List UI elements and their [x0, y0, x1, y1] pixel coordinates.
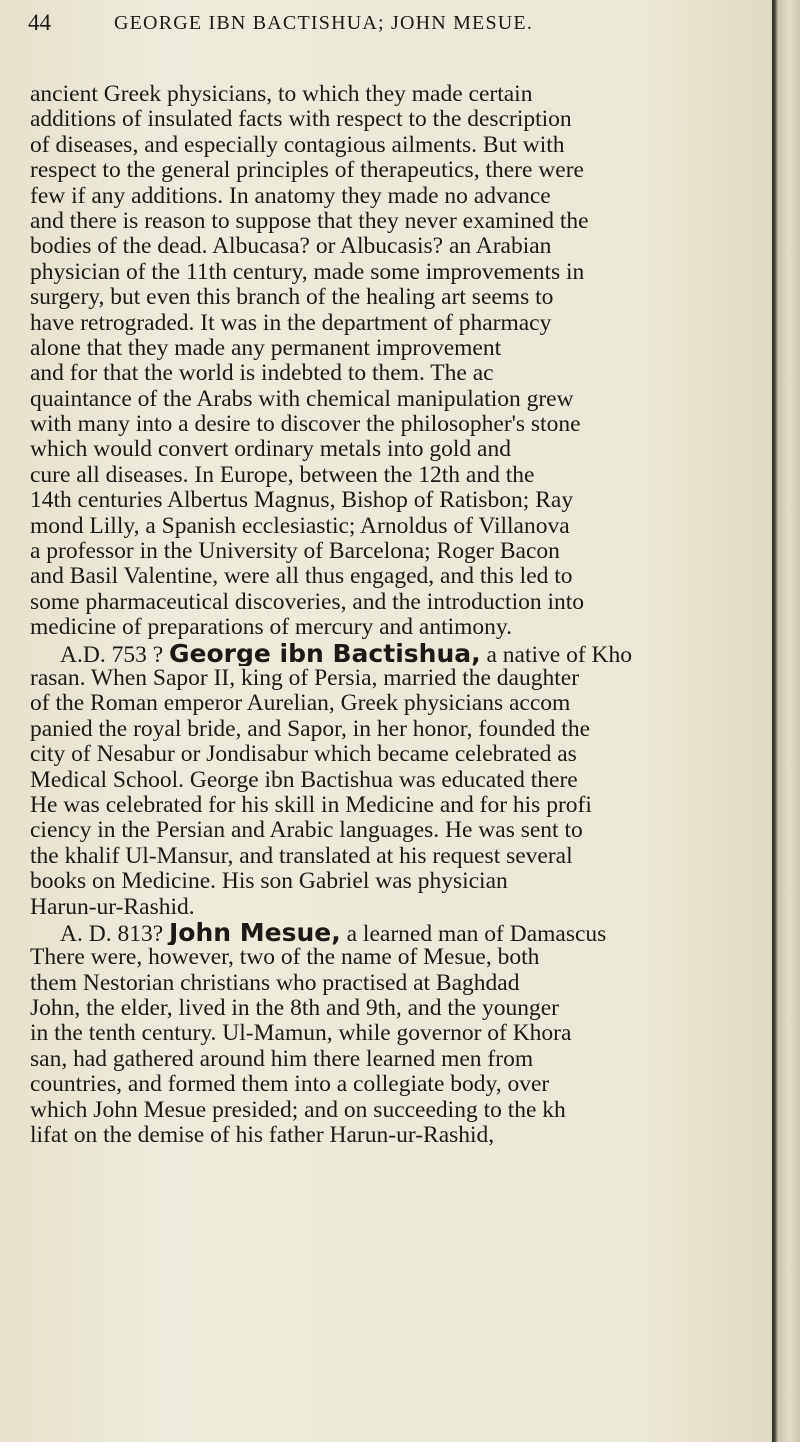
text-line: which John Mesue presided; and on succeeding to the kh: [30, 1097, 566, 1123]
entry-date: A. D. 813?: [60, 920, 164, 946]
text-line: few if any additions. In anatomy they made no advance: [30, 183, 551, 209]
text-line: and for that the world is indebted to them. The ac: [30, 361, 494, 387]
text-line: and there is reason to suppose that they never examined the: [30, 208, 589, 234]
page-header: [28, 8, 768, 40]
text-line: the khalif Ul-Mansur, and translated at his request several: [30, 843, 573, 869]
text-line: alone that they made any permanent improvement: [30, 335, 502, 361]
text-line: san, had gathered around him there learned men from: [30, 1046, 534, 1072]
text-line: of the Roman emperor Aurelian, Greek physicians accom: [30, 691, 571, 717]
text-line: Harun-ur-Rashid.: [30, 894, 195, 920]
running-title: GEORGE IBN BACTISHUA; JOHN MESUE.: [114, 12, 534, 34]
text-line: ancient Greek physicians, to which they made certain: [30, 82, 533, 107]
entry-intro: a native of Kho: [486, 641, 633, 666]
text-line: ciency in the Persian and Arabic languages. He was sent to: [30, 818, 583, 844]
entry-name: George ibn Bactishua,: [169, 640, 481, 666]
text-line: some pharmaceutical discoveries, and the introduction into: [30, 589, 585, 615]
text-line: John, the elder, lived in the 8th and 9th, and the younger: [30, 996, 559, 1022]
text-line: surgery, but even this branch of the healing art seems to: [30, 285, 554, 311]
text-line: mond Lilly, a Spanish ecclesiastic; Arnoldus of Villanova: [30, 513, 570, 539]
text-line: which would convert ordinary metals into gold and: [30, 437, 511, 463]
text-line: additions of insulated facts with respect to the description: [30, 107, 572, 133]
text-line: panied the royal bride, and Sapor, in her honor, founded the: [30, 716, 590, 742]
text-line: them Nestorian christians who practised at Baghdad: [30, 970, 520, 996]
body-text: [30, 82, 778, 1148]
entry-intro: a learned man of Damascus: [346, 920, 607, 946]
entry-date: A.D. 753 ?: [60, 641, 164, 666]
page-number: 44: [28, 10, 51, 35]
binding-gutter: [772, 0, 800, 1442]
text-line: in the tenth century. Ul-Mamun, while governor of Khora: [30, 1021, 572, 1047]
text-line: and Basil Valentine, were all thus engaged, and this led to: [30, 564, 573, 590]
text-line: There were, however, two of the name of Mesue, both: [30, 945, 540, 971]
text-line: medicine of preparations of mercury and antimony.: [30, 615, 513, 641]
text-line: bodies of the dead. Albucasa? or Albucasis? an Arabian: [30, 234, 552, 260]
entry-heading-george: [30, 641, 778, 666]
text-line: quaintance of the Arabs with chemical manipulation grew: [30, 386, 574, 412]
text-line: of diseases, and especially contagious ailments. But with: [30, 132, 565, 158]
text-line: books on Medicine. His son Gabriel was physician: [30, 869, 508, 895]
text-line: a professor in the University of Barcelona; Roger Bacon: [30, 539, 560, 565]
text-line: city of Nesabur or Jondisabur which became celebrated as: [30, 742, 577, 768]
text-line: cure all diseases. In Europe, between the 12th and the: [30, 462, 535, 488]
text-line: He was celebrated for his skill in Medicine and for his profi: [30, 792, 592, 818]
text-line: with many into a desire to discover the philosopher's stone: [30, 412, 581, 438]
text-line: rasan. When Sapor II, king of Persia, married the daughter: [30, 665, 580, 691]
text-line: lifat on the demise of his father Harun-ur-Rashid,: [30, 1123, 495, 1149]
text-line: Medical School. George ibn Bactishua was educated there: [30, 767, 578, 793]
text-line: have retrograded. It was in the department of pharmacy: [30, 310, 552, 336]
entry-name: John Mesue,: [169, 919, 341, 946]
text-line: 14th centuries Albertus Magnus, Bishop of Ratisbon; Ray: [30, 488, 574, 514]
text-line: respect to the general principles of therapeutics, there were: [30, 158, 584, 184]
text-line: physician of the 11th century, made some improvements in: [30, 259, 585, 285]
entry-heading-john: [30, 920, 778, 945]
text-line: countries, and formed them into a collegiate body, over: [30, 1072, 550, 1098]
